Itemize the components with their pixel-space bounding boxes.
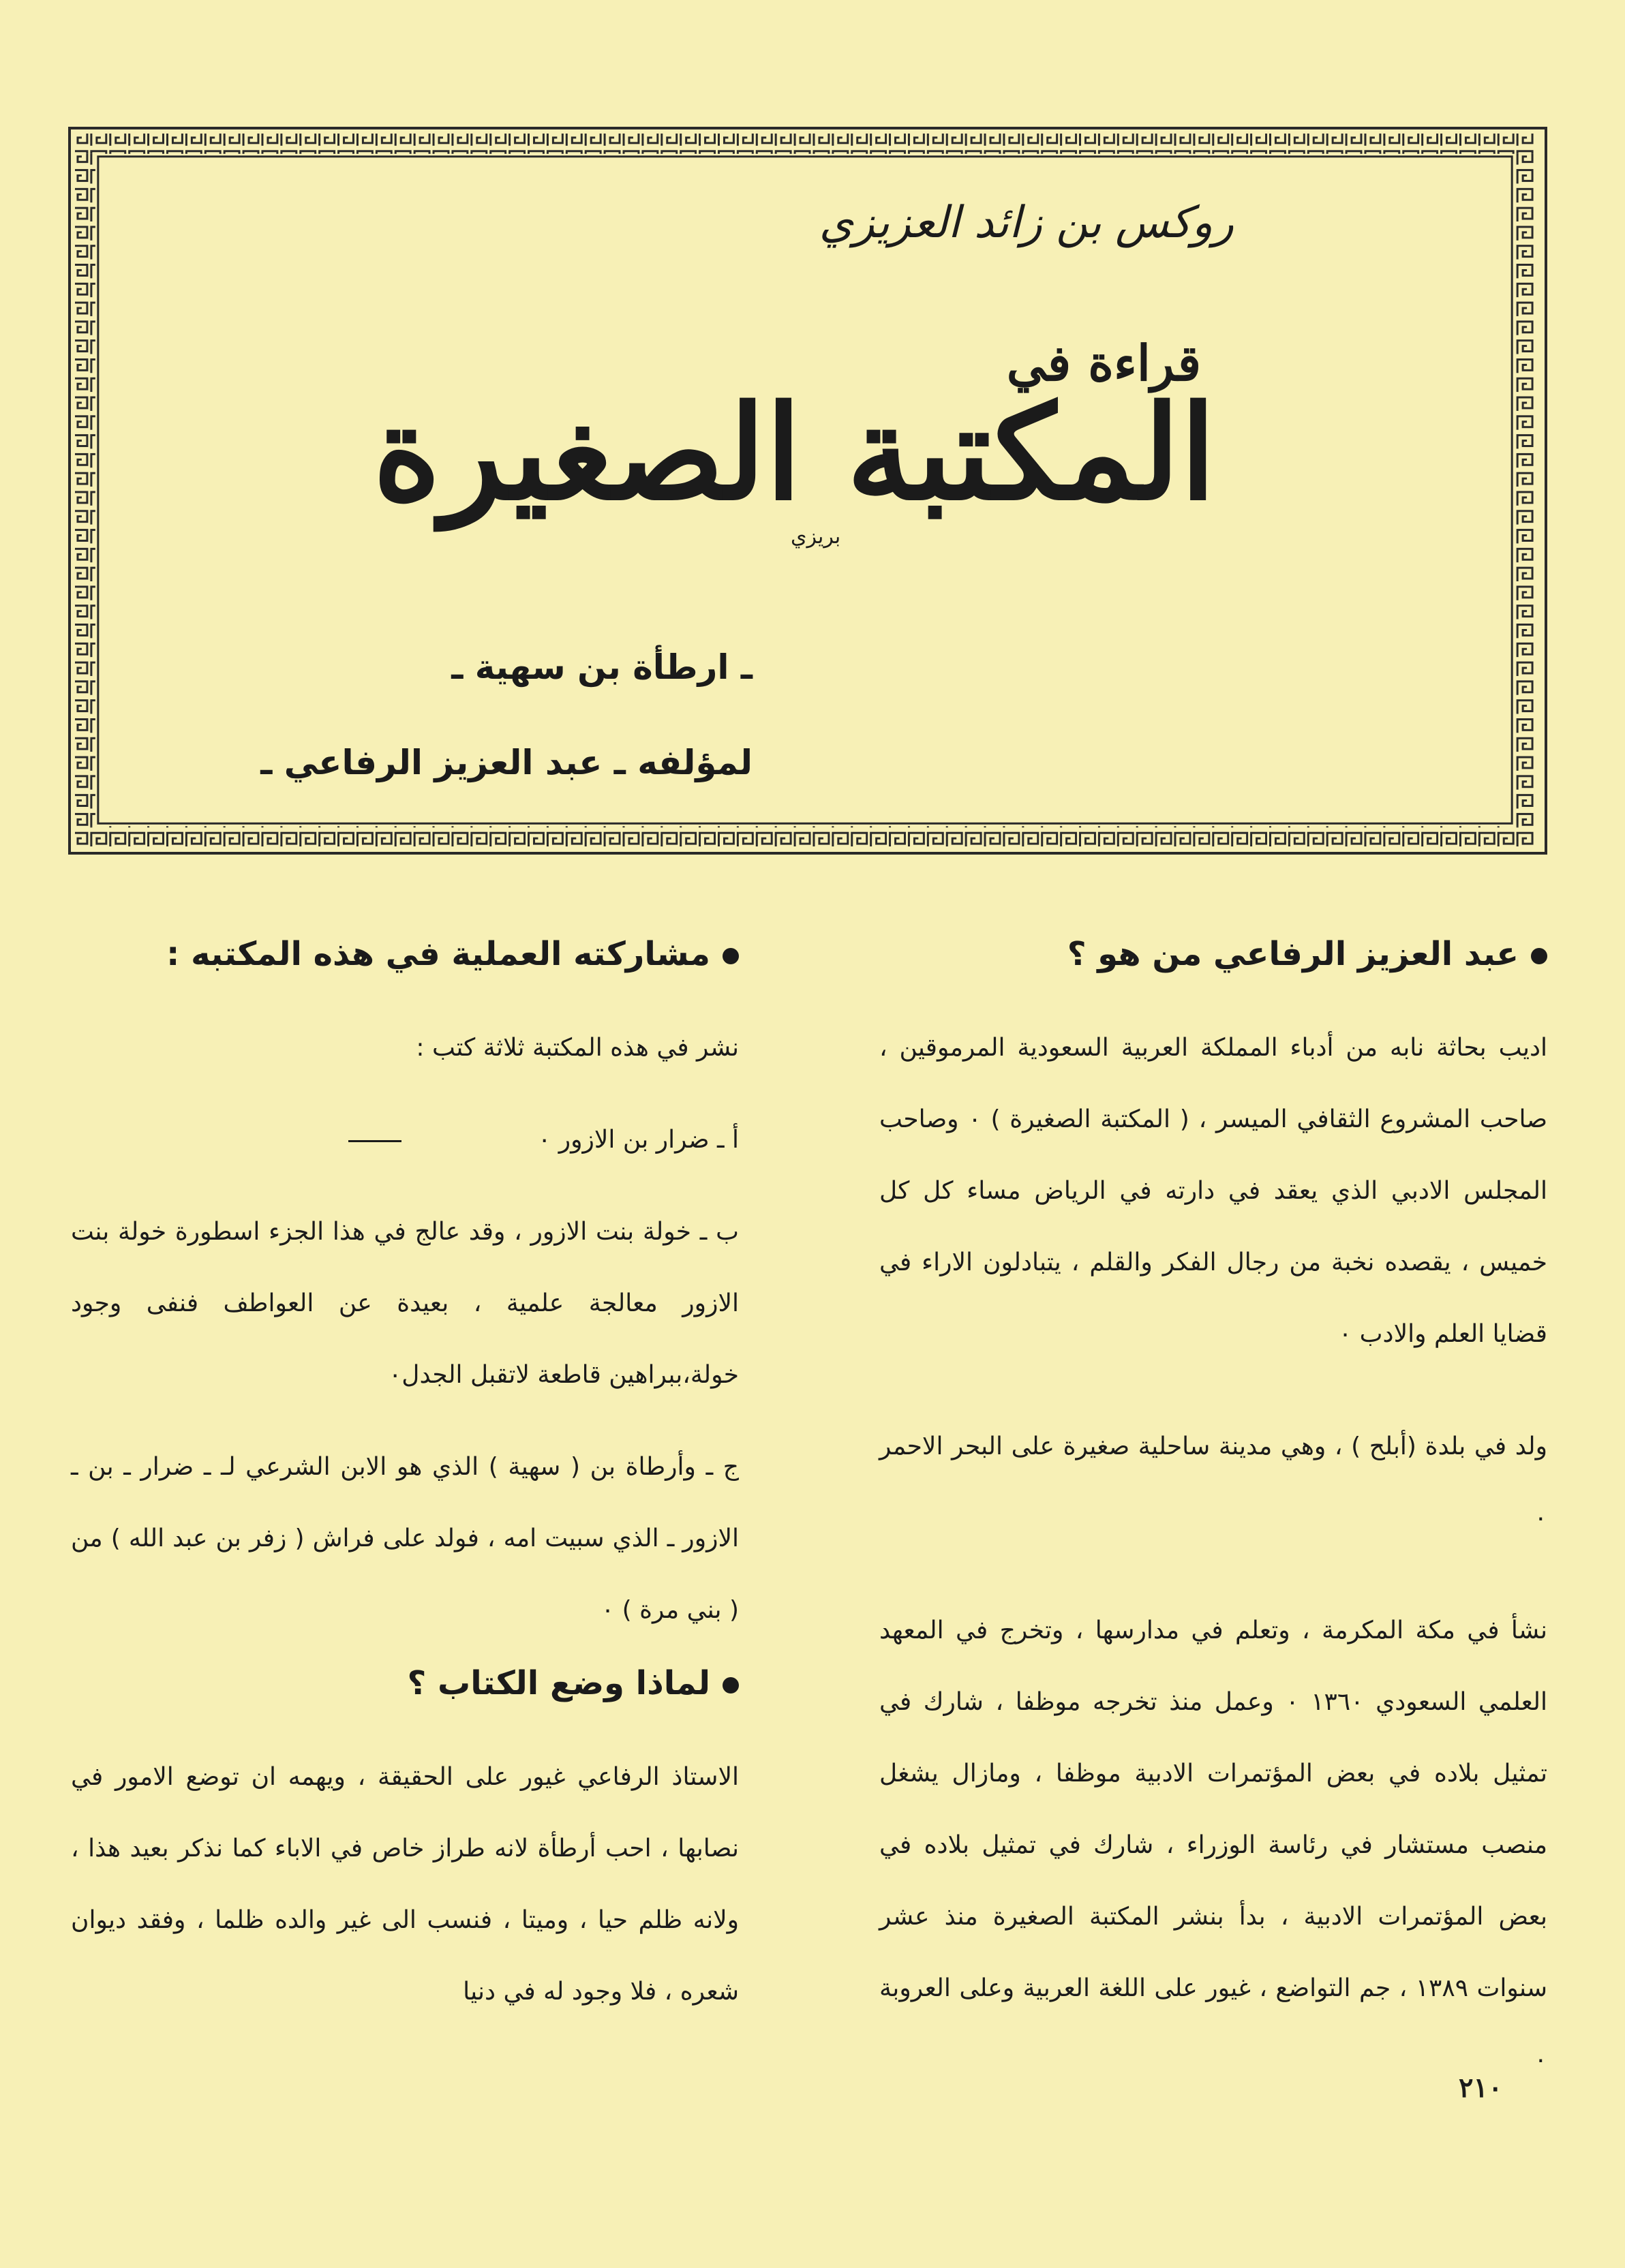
heading-text: مشاركته العملية في هذه المكتبه : bbox=[166, 935, 710, 973]
title-prefix: قراءة في bbox=[1006, 334, 1201, 392]
list-item: ج ـ وأرطاة بن ( سهية ) الذي هو الابن الشرعي لـ ـ ضرار ـ بن ـ الازور ـ الذي سبيت امه ، فولد على فراش ( زفر بن عبد الله ) من ( بني مرة ) ٠ bbox=[71, 1453, 739, 1624]
right-column bbox=[879, 917, 1547, 2096]
heading-text: لماذا وضع الكتاب ؟ bbox=[407, 1664, 710, 1702]
calligrapher-signature: بريزي bbox=[791, 525, 841, 549]
page-title: المكتبة الصغيرة bbox=[373, 377, 1216, 529]
section-heading bbox=[71, 1646, 739, 1721]
paragraph: الاستاذ الرفاعي غيور على الحقيقة ، ويهمه ان توضع الامور في نصابها ، احب أرطأة لانه طراز خاص في الاباء كما نذكر بعيد هذا ، ولانه ظلم حيا ، وميتا ، فنسب الى غير والده ظلما ، وفقد ديوان شعره ، فلا وجود له في دنيا bbox=[71, 1763, 739, 2006]
divider bbox=[348, 1140, 401, 1142]
paragraph: نشأ في مكة المكرمة ، وتعلم في مدارسها ، وتخرج في المعهد العلمي السعودي ١٣٦٠ ٠ وعمل منذ تخرجه موظفا ، شارك في تمثيل بلاده في بعض المؤتمرات الادبية موظفا ، ومازال يشغل منصب مستشار في رئاسة الوزراء ، شارك في تمثيل بلاده في بعض المؤتمرات الادبية ، بدأ بنشر المكتبة الصغيرة منذ عشر سنوات ١٣٨٩ ، جم التواضع ، غيور على اللغة العربية وعلى العروبة ٠ bbox=[879, 1616, 1548, 2074]
section-heading bbox=[71, 917, 739, 992]
book-subject: ـ ارطأة بن سهية ـ bbox=[451, 647, 753, 687]
list-item: ب ـ خولة بنت الازور ، وقد عالج في هذا الجزء اسطورة خولة بنت الازور معالجة علمية ، بعيدة عن العواطف فنفى وجود خولة،ببراهين قاطعة لاتقبل الجدل٠ bbox=[71, 1218, 739, 1389]
bullet-icon bbox=[723, 948, 739, 964]
section-heading bbox=[879, 917, 1547, 992]
author-signature: روكس بن زائد العزيزي bbox=[819, 198, 1234, 248]
list-item bbox=[71, 1104, 739, 1176]
paragraph: نشر في هذه المكتبة ثلاثة كتب : bbox=[416, 1034, 739, 1062]
bullet-icon bbox=[723, 1677, 739, 1694]
paragraph: ولد في بلدة (أبلح ) ، وهي مدينة ساحلية صغيرة على البحر الاحمر ٠ bbox=[879, 1432, 1547, 1532]
left-column bbox=[71, 917, 739, 2027]
page-number: ٢١٠ bbox=[1459, 2072, 1503, 2104]
book-author: لمؤلفه ـ عبد العزيز الرفاعي ـ bbox=[260, 743, 753, 782]
list-item-text: أ ـ ضرار بن الازور ٠ bbox=[537, 1126, 739, 1154]
paragraph: اديب بحاثة نابه من أدباء المملكة العربية السعودية المرموقين ، صاحب المشروع الثقافي الميسر ، ( المكتبة الصغيرة ) ٠ وصاحب المجلس الادبي الذي يعقد في دارته في الرياض مساء كل كل خميس ، يقصده نخبة من رجال الفكر والقلم ، يتبادلون الاراء في قضايا العلم والادب ٠ bbox=[879, 1034, 1548, 1348]
bullet-icon bbox=[1531, 948, 1547, 964]
heading-text: عبد العزيز الرفاعي من هو ؟ bbox=[1067, 935, 1519, 973]
